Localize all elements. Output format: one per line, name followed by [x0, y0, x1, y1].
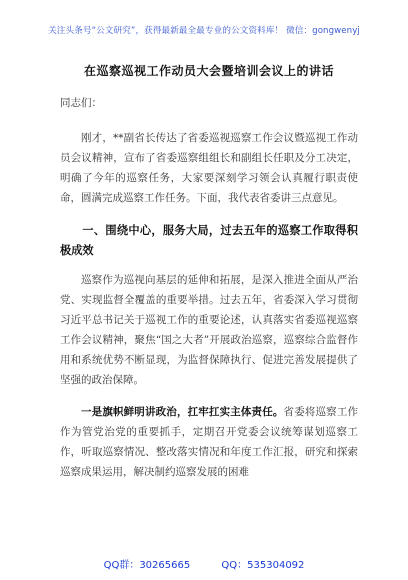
top-banner: 关注头条号“公文研究”，获得最新最全最专业的公文资料库！ 微信：gongwenyj	[48, 26, 360, 36]
paragraph-3	[60, 402, 358, 482]
paragraph-2: 巡察作为巡视向基层的延伸和拓展，是深入推进全面从严治党、实现监督全覆盖的重要举措。过去五年，省委深入学习贯彻习近平总书记关于巡视工作的重要论述，认真落实省委巡视巡察工作会议精神，聚焦“国之大者”开展政治巡察，巡察综合监督作用和系统优势不断显现，为监督保障执行、促进完善发展提供了坚强的政治保障。	[60, 274, 358, 386]
document-title: 在巡察巡视工作动员大会暨培训会议上的讲话	[83, 64, 334, 78]
document-body	[60, 62, 358, 494]
footer	[0, 556, 408, 571]
paragraph-3-rest: 省委将巡察工作作为管党治党的重要抓手，定期召开党委会议统筹谋划巡察工作，听取巡察情况、整改落实情况和年度工作汇报，研究和探索巡察成果运用，解决制约巡察发展的困难	[60, 406, 359, 478]
section-heading-1: 一、围绕中心，服务大局，过去五年的巡察工作取得积极成效	[60, 223, 358, 257]
footer-qq-group: QQ群：30265665	[103, 560, 191, 571]
footer-qq: QQ：535304092	[221, 560, 305, 571]
paragraph-3-lead: 一是旗帜鲜明讲政治，扛牢扛实主体责任。	[81, 406, 284, 418]
salutation: 同志们：	[60, 97, 102, 109]
intro-paragraph: 刚才，**副省长传达了省委巡视巡察工作会议暨巡视工作动员会议精神，宣布了省委巡察组组长和副组长任职及分工决定，明确了今年的巡察任务，大家要深刻学习领会认真履行职责使命，圆满完成巡察工作任务。下面，我代表省委讲三点意见。	[60, 132, 358, 204]
